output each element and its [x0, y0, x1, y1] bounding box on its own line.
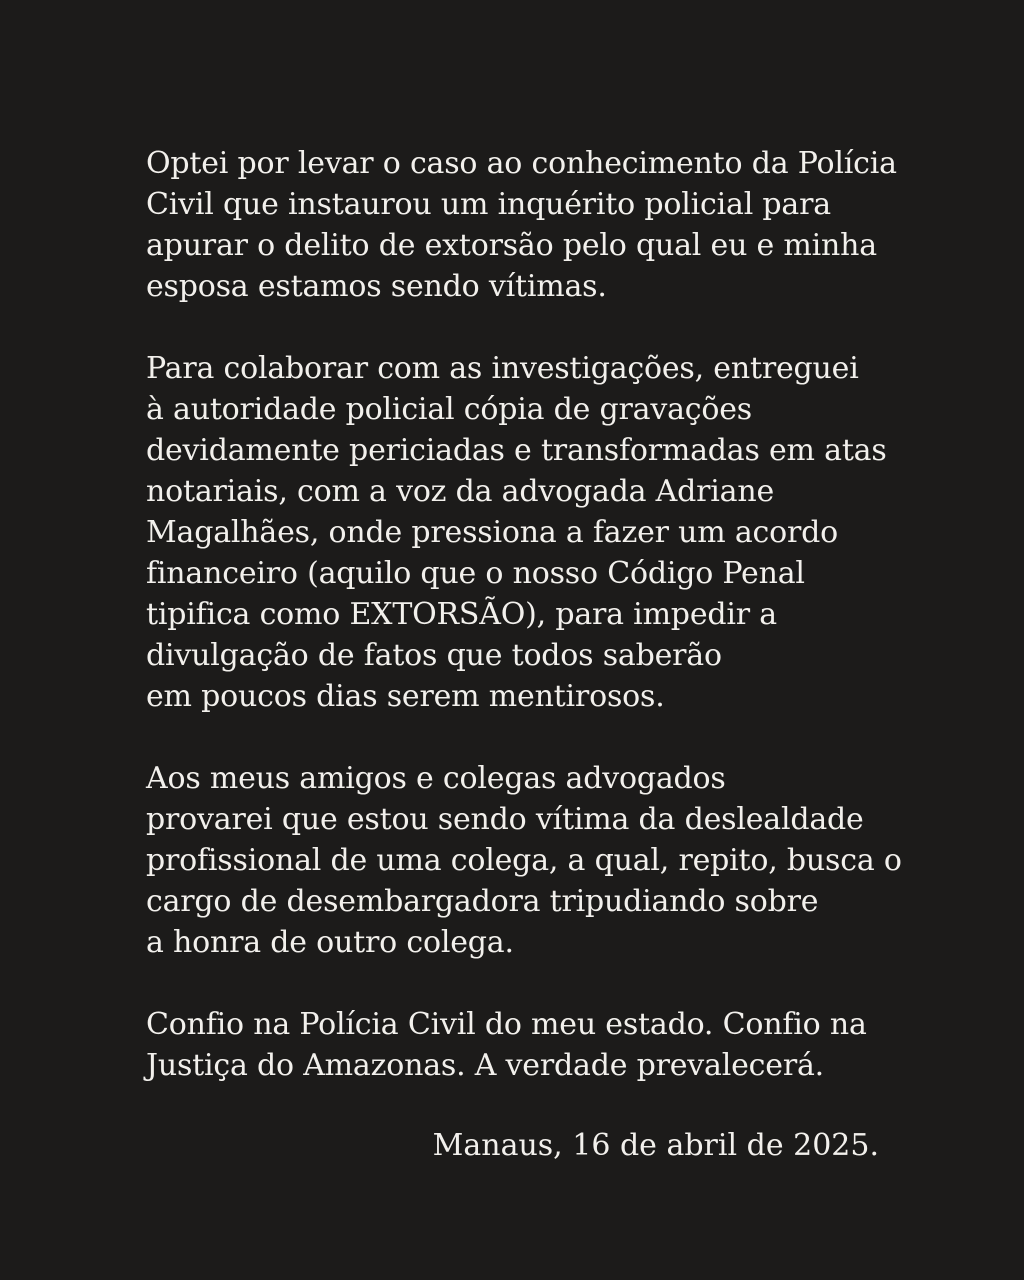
text-line: cargo de desembargadora tripudiando sobre [146, 884, 819, 919]
text-line: esposa estamos sendo vítimas. [146, 269, 607, 304]
text-line: Civil que instaurou um inquérito policial para [146, 187, 831, 222]
statement-body [146, 143, 902, 1086]
text-line: apurar o delito de extorsão pelo qual eu e minha [146, 228, 877, 263]
paragraph-police-investigation [146, 143, 897, 307]
text-line: profissional de uma colega, a qual, repito, busca o [146, 843, 902, 878]
paragraph-evidence [146, 348, 890, 717]
paragraph-colleagues [146, 758, 902, 963]
text-line: tipifica como EXTORSÃO), para impedir a [146, 597, 777, 632]
text-line: divulgação de fatos que todos saberão [146, 638, 722, 673]
text-line: financeiro (aquilo que o nosso Código Penal [146, 556, 805, 591]
text-line: a honra de outro colega. [146, 925, 514, 960]
text-line: provarei que estou sendo vítima da deslealdade [146, 802, 864, 837]
text-line: notariais, com a voz da advogada Adriane [146, 474, 775, 509]
paragraph-spacer [146, 307, 890, 348]
paragraph-trust [146, 1004, 890, 1086]
text-line: devidamente periciadas e transformadas em atas [146, 433, 887, 468]
date-line: Manaus, 16 de abril de 2025. [432, 1128, 879, 1163]
text-line: Justiça do Amazonas. A verdade prevalecerá. [146, 1048, 824, 1083]
text-line: Magalhães, onde pressiona a fazer um acordo [146, 515, 838, 550]
paragraph-spacer [146, 963, 890, 1004]
text-line: Confio na Polícia Civil do meu estado. Confio na [146, 1007, 867, 1042]
text-line: Optei por levar o caso ao conhecimento da Polícia [146, 146, 897, 181]
text-line: à autoridade policial cópia de gravações [146, 392, 752, 427]
paragraph-spacer [146, 717, 890, 758]
text-line: Aos meus amigos e colegas advogados [146, 761, 726, 796]
text-line: Para colaborar com as investigações, entreguei [146, 351, 859, 386]
text-line: em poucos dias serem mentirosos. [146, 679, 665, 714]
